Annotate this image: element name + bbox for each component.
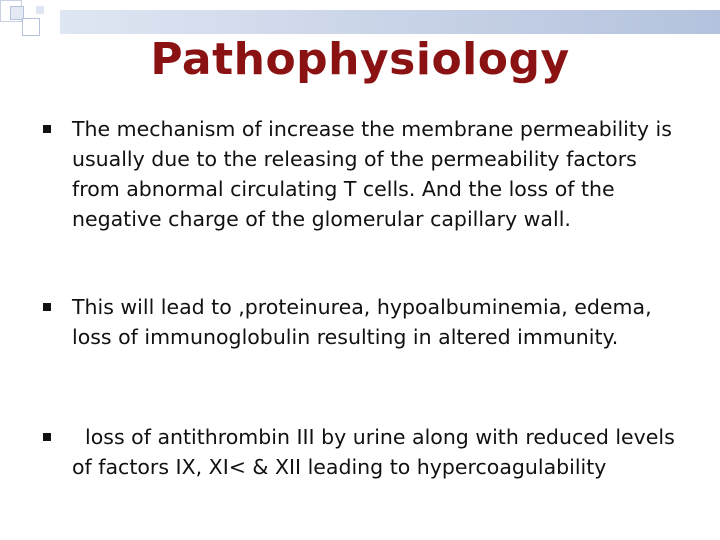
bullet-text: This will lead to ,proteinurea, hypoalbuminemia, edema, loss of immunoglobulin resulting in altered immunity. [72,295,659,349]
bullet-item [40,422,680,482]
square-bullet-icon [43,125,51,133]
square-bullet-icon [43,303,51,311]
corner-square-decoration [36,6,44,14]
header-decoration-bar [60,10,720,34]
bullet-text: loss of antithrombin III by urine along with reduced levels of factors IX, XI< & XII leading to hypercoagulability [72,425,682,479]
slide-title: Pathophysiology [150,34,570,85]
bullet-text: The mechanism of increase the membrane permeability is usually due to the releasing of the permeability factors from abnormal circulating T cells. And the loss of the negative charge of the glomerular capillary wall. [72,117,679,231]
square-bullet-icon [43,433,51,441]
bullet-item [40,292,680,352]
bullet-item [40,114,680,234]
